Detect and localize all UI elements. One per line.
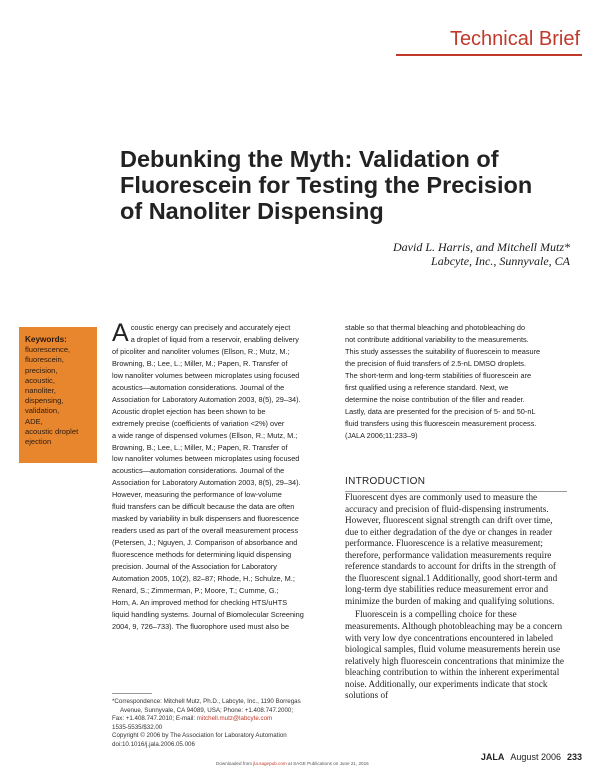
- abstract-column-left: [112, 319, 328, 633]
- keyword-item: nanoliter,: [25, 386, 56, 396]
- abstract-line: low nanoliter volumes between microplates using focused: [112, 454, 300, 464]
- keyword-item: ADE,: [25, 416, 43, 426]
- correspondence-line: *Correspondence: Mitchell Mutz, Ph.D., Labcyte, Inc., 1190 Borregas: [112, 698, 301, 705]
- author-names: David L. Harris, and Mitchell Mutz*: [393, 240, 570, 254]
- doi: doi:10.1016/j.jala.2006.05.006: [112, 740, 195, 748]
- abstract-column-right: [345, 322, 567, 442]
- download-prefix: Downloaded from: [216, 761, 254, 766]
- download-suffix: at SAGE Publications on June 21, 2016: [286, 761, 369, 766]
- abstract-line: the precision of fluid transfers of 2.5-nL DMSO droplets.: [345, 358, 526, 368]
- abstract-line: liquid handling systems. Journal of Biomolecular Screening: [112, 609, 304, 619]
- correspondence-line: Avenue, Sunnyvale, CA 94089, USA; Phone: +1.408.747.2000;: [120, 706, 294, 714]
- abstract-line: Renard, S.; Zimmerman, P.; Moore, T.; Cumme, G.;: [112, 585, 279, 595]
- keyword-item: acoustic,: [25, 375, 55, 385]
- correspondence-line: [112, 715, 328, 724]
- abstract-line: a wide range of dispensed volumes (Ellson, R.; Mutz, M.;: [112, 430, 298, 440]
- abstract-line: first qualified using a reference standard. Next, we: [345, 382, 509, 392]
- introduction-heading: INTRODUCTION: [345, 476, 426, 487]
- footer-page-number: 233: [566, 752, 582, 762]
- keyword-item: validation,: [25, 406, 60, 416]
- abstract-line: Association for Laboratory Automation 2003, 8(5), 29–34).: [112, 394, 301, 404]
- introduction-body: [345, 492, 567, 704]
- abstract-line: (Petersen, J.; Nguyen, J. Comparison of absorbance and: [112, 538, 298, 548]
- abstract-line: low nanoliter volumes between microplates using focused: [112, 370, 300, 380]
- introduction-paragraph: Fluorescein is a compelling choice for these measurements. Although photobleaching may be a concern with very low dye concentrations encountered in labeled biological samples, fluid volume measurements herein use relatively high fluorescein concentrations that minimize the bleaching contribution to within the inherent experimental noise. Additionally, our experiments indicate that stock solutions of: [345, 609, 564, 701]
- abstract-dropcap: A: [112, 319, 129, 347]
- keywords-heading: Keywords:: [25, 335, 67, 344]
- download-notice: [216, 761, 369, 766]
- author-affiliation: Labcyte, Inc., Sunnyvale, CA: [431, 254, 570, 268]
- footer-journal: JALA: [480, 752, 505, 762]
- article-title: Debunking the Myth: Validation of Fluorescein for Testing the Precision of Nanoliter Dispensing: [120, 146, 533, 224]
- authors-block: [393, 240, 570, 268]
- abstract-line: not contribute additional variability to the measurements.: [345, 334, 529, 344]
- abstract-line: stable so that thermal bleaching and photobleaching do: [345, 323, 526, 332]
- abstract-line: The short-term and long-term stabilities of fluorescein are: [345, 370, 532, 380]
- abstract-line: readers used as part of the overall measurement process: [112, 526, 299, 536]
- introduction-paragraph: Fluorescent dyes are commonly used to measure the accuracy and precision of fluid-dispensing instruments. However, fluorescent signal strength can drift over time, due to either degradation of the dye or changes in reader performance. Fluorescence is a relative measurement; therefore, performance validation measurements require reference standards to account for drifts in the strength of the fluorescent signal.1 Additionally, good short-term and long-term dye stabilities reduce measurement error and minimize the burden of making and qualifying solutions.: [345, 492, 558, 606]
- footer-date: August 2006: [510, 752, 561, 762]
- keyword-item: fluorescein,: [25, 355, 64, 365]
- abstract-line: Horn, A. An improved method for checking HTS/uHTS: [112, 597, 288, 607]
- abstract-line: Association for Laboratory Automation 2003, 8(5), 29–34).: [112, 478, 301, 488]
- footnote-rule: [112, 693, 152, 694]
- abstract-line: 2004, 9, 726–733). The fluorophore used must also be: [112, 621, 290, 631]
- keyword-item: acoustic droplet: [25, 426, 79, 436]
- keyword-item: precision,: [25, 365, 58, 375]
- section-label: Technical Brief: [449, 28, 580, 50]
- abstract-line: Automation 2005, 10(2), 82–87; Rhode, H.; Schulze, M.;: [112, 574, 295, 584]
- abstract-line: This study assesses the suitability of fluorescein to measure: [345, 346, 541, 356]
- correspondence-email-link[interactable]: mitchell.mutz@labcyte.com: [196, 715, 273, 723]
- abstract-line: of picoliter and nanoliter volumes (Ellson, R.; Mutz, M.;: [112, 346, 290, 356]
- abstract-line: fluorescence methods for determining liquid dispensing: [112, 550, 292, 560]
- abstract-line: Acoustic droplet ejection has been shown to be: [112, 406, 266, 416]
- abstract-line: coustic energy can precisely and accurately eject: [130, 323, 291, 332]
- abstract-line: a droplet of liquid from a reservoir, enabling delivery: [130, 334, 299, 344]
- abstract-line: determine the noise contribution of the filler and reader.: [345, 394, 525, 404]
- abstract-line: (JALA 2006;11:233–9): [345, 430, 418, 440]
- abstract-line: However, measuring the performance of low-volume: [112, 490, 282, 500]
- copyright: Copyright © 2006 by The Association for Laboratory Automation: [112, 732, 287, 740]
- abstract-line: fluid transfers using this fluorescein measurement process.: [345, 418, 537, 428]
- correspondence-fax: Fax: +1.408.747.2010; E-mail:: [112, 715, 197, 723]
- abstract-line: acoustics—automation considerations. Journal of the: [112, 466, 285, 476]
- abstract-line: Browning, B.; Lee, L.; Miller, M.; Papen, R. Transfer of: [112, 358, 288, 368]
- abstract-line: precision. Journal of the Association for Laboratory: [112, 562, 277, 572]
- abstract-line: masked by variability in bulk dispensers and fluorescence: [112, 514, 299, 524]
- issn: 1535-5535/$32.00: [112, 723, 163, 731]
- keywords-box: [19, 327, 97, 463]
- abstract-line: acoustics—automation considerations. Journal of the: [112, 382, 285, 392]
- keyword-item: dispensing,: [25, 396, 64, 406]
- keyword-item: ejection: [25, 437, 52, 447]
- abstract-line: Lastly, data are presented for the precision of 5- and 50-nL: [345, 406, 536, 416]
- correspondence-block: [112, 698, 328, 750]
- download-link[interactable]: jla.sagepub.com: [253, 761, 287, 766]
- section-rule: [396, 54, 582, 56]
- page-footer: [481, 752, 582, 762]
- abstract-line: fluid transfers can be difficult because the data are often: [112, 502, 295, 512]
- keyword-item: fluorescence,: [25, 345, 71, 355]
- abstract-line: Browning, B.; Lee, L.; Miller, M.; Papen, R. Transfer of: [112, 442, 288, 452]
- abstract-line: extremely precise (coefficients of variation <2%) over: [112, 418, 285, 428]
